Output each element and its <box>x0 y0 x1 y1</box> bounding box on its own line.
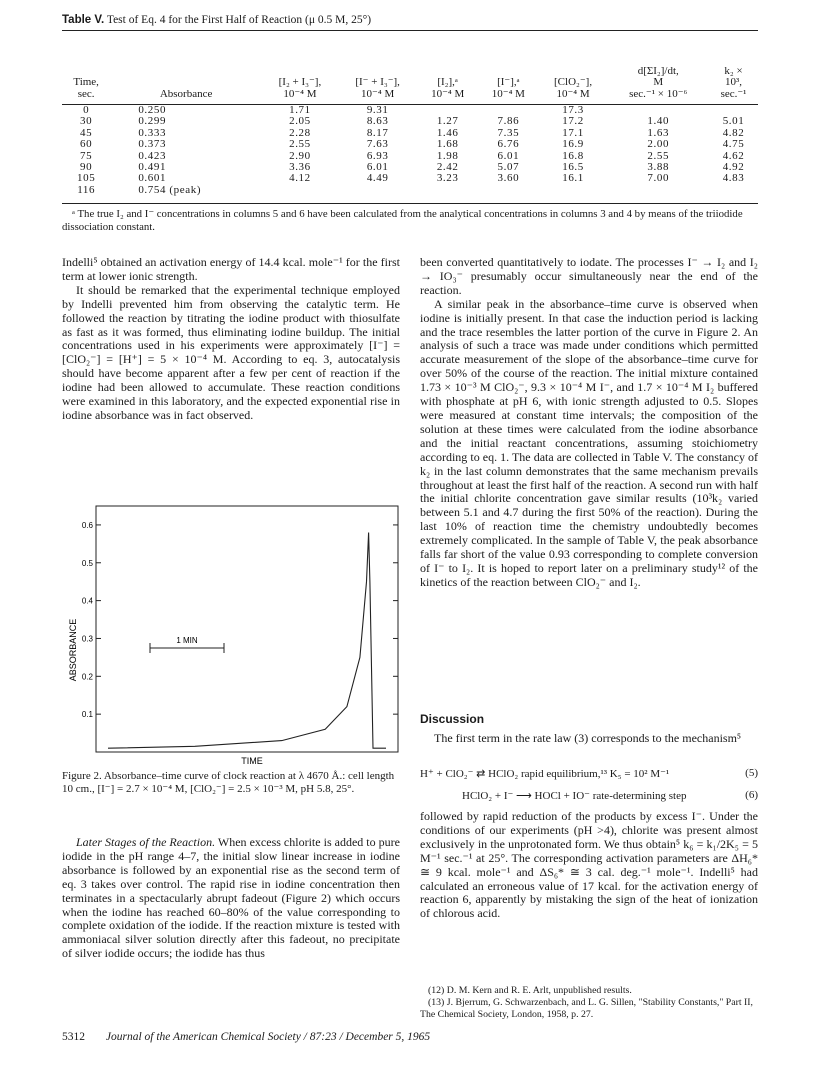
table-cell: 2.90 <box>289 149 311 162</box>
table-cell: 7.86 <box>497 115 520 128</box>
table-cell: 0.299 <box>138 115 167 128</box>
table-footnote: ᵃ The true I₂ and I⁻ concentrations in columns 5 and 6 have been calculated from the analytical concentrations in columns 3 and 4 by means of the triiodide dissociation constant. <box>62 208 743 233</box>
table-cell: 5.07 <box>497 161 520 174</box>
table-cell <box>478 185 539 196</box>
paragraph: A similar peak in the absorbance–time curve is observed when iodine is initially present. In that case the induction period is lacking and the trace resembles the latter portion of the curve in Figure 2. An analysis of such a trace was made under conditions which permitted accurate measurement of the slope of the absorbance–time curve for over 50% of the course of the reaction. The initial mixture contained 1.73 × 10⁻³ M ClO₂⁻, 9.3 × 10⁻⁴ M I⁻, and 1.7 × 10⁻⁴ M I₂ buffered with phosphate at pH 6, with ionic strength adjusted to 0.5. Slopes were measured at constant time intervals; the composition of the solution at these times were calculated from the iodine absorbance and the initial reactant concentrations, assuming stoichiometry according to eq. 1. The data are collected in Table V. The constancy of k₂ in the last column demonstrates that the same mechanism prevails throughout at least the first half of the reaction. A second run with half the initial chlorite concentration gave similar results (10³k₂ varied between 5.1 and 4.7 during the first 50% of the reaction). During the last 10% of reaction time the chemistry undoubtedly becomes extremely complicated. In the sample of Table V, the peak absorbance falls far short of the value 0.93 corresponding to complete conversion of I⁻ to I₂. It is hoped to report later on a preliminary study¹² of the kinetics of the reaction between ClO₂⁻ and I₂. <box>420 296 758 589</box>
table-cell: 6.76 <box>497 138 520 151</box>
table-cell: 4.83 <box>722 172 745 185</box>
table-cell <box>262 185 338 196</box>
section-heading: Later Stages of the Reaction. <box>76 835 216 849</box>
y-tick-label: 0.5 <box>81 558 93 568</box>
table-cell: 7.00 <box>647 172 670 185</box>
table-cell: 0.373 <box>138 138 167 151</box>
paragraph: been converted quantitatively to iodate. The processes I⁻ → I₂ and I₂ → IO₃⁻ presumably occur simultaneously near the end of the reaction. <box>420 255 758 297</box>
table-cell <box>709 185 758 196</box>
data-table <box>62 58 758 196</box>
table-cell: 2.55 <box>289 138 311 151</box>
table-cell: 8.17 <box>366 126 389 139</box>
table-cell <box>607 101 709 116</box>
table-label: Table V. <box>62 14 105 26</box>
table-header-row <box>62 58 758 101</box>
paragraph: It should be remarked that the experimental technique employed by Indelli prevented him from observing the catalytic term. He followed the reaction by titrating the iodine product with thiosulfate as fast as it was formed, thus eliminating iodine buildup. The initial concentrations used in his experiments were approximately [I⁻] = [ClO₂⁻] = [H⁺] = 5 × 10⁻⁴ M. According to eq. 3, autocatalysis should have become apparent after a few per cent of reaction if the iodine had been allowed to accumulate. These reaction conditions were examined in this laboratory, and the expected exponential rise in iodine absorbance was in fact observed. <box>62 282 400 422</box>
table-cell <box>417 185 478 196</box>
left-column-bottom <box>62 836 400 961</box>
equation-6: HClO₂ + I⁻ ⟶ HOCl + IO⁻ rate-determining step (6) <box>462 789 758 802</box>
table-cell: 45 <box>80 126 93 139</box>
table-cell: 2.55 <box>647 149 670 162</box>
table-cell: 0.491 <box>138 161 167 174</box>
table-cell: 90 <box>80 161 93 174</box>
table-cell: 4.92 <box>722 161 745 174</box>
right-column-top <box>420 256 758 590</box>
table-column-header: [I₂ + I₃⁻], 10⁻⁴ M <box>278 76 322 100</box>
table-cell: 2.42 <box>436 161 459 174</box>
table-body <box>62 101 758 196</box>
figure-2-chart <box>62 500 402 768</box>
reference-13: (13) J. Bjerrum, G. Schwarzenbach, and L. G. Sillen, "Stability Constants," Part II, The Chemical Society, London, 1958, p. 27. <box>420 997 753 1020</box>
references <box>420 985 758 1021</box>
table-cell: 4.82 <box>722 126 745 139</box>
table-cell: 0.423 <box>138 149 167 162</box>
table-cell: 2.28 <box>289 126 311 139</box>
table-cell: 1.46 <box>436 126 459 139</box>
equation-5: H⁺ + ClO₂⁻ ⇄ HClO₂ rapid equilibrium,¹³ K₅ = 10² M⁻¹ (5) <box>420 767 758 780</box>
table-cell: 30 <box>80 115 93 128</box>
table-cell: 16.1 <box>562 172 584 185</box>
table-column-header: [I⁻],ᵃ 10⁻⁴ M <box>491 76 525 100</box>
table-cell: 0 <box>83 104 90 116</box>
table-cell: 3.36 <box>289 161 311 174</box>
reference-12: (12) D. M. Kern and R. E. Arlt, unpublished results. <box>428 985 632 996</box>
scale-bar <box>150 636 224 653</box>
table-column-header: k₂ × 10³, sec.⁻¹ <box>720 64 747 100</box>
table-column-header: Absorbance <box>159 87 213 100</box>
table-cell: 3.60 <box>497 172 520 185</box>
y-tick-label: 0.1 <box>81 710 93 720</box>
y-axis-ticks <box>82 521 398 719</box>
table-cell: 16.9 <box>562 138 584 151</box>
table-cell: 75 <box>80 149 93 162</box>
table-cell: 0.754 (peak) <box>138 183 202 196</box>
table-cell <box>338 185 417 196</box>
table-cell <box>709 101 758 116</box>
table-cell: 4.62 <box>722 149 745 162</box>
table-cell: 9.31 <box>366 104 389 116</box>
paragraph: followed by rapid reduction of the products by excess I⁻. Under the conditions of our experiments (pH >4), chlorite was present almost exclusively in the unprotonated form. We thus obtain⁵ k₆ = k₁/2K₅ = 5 M⁻¹ sec.⁻¹ at 25°. The corresponding activation parameters are ΔH₆* ≅ 9 kcal. mole⁻¹ and ΔS₆* ≅ 3 cal. deg.⁻¹ mole⁻¹. Indelli⁵ had calculated an erroneous value of 17 kcal. for the activation energy of reaction 6, apparently by mistaking the sign of the heat of ionization of chlorous acid. <box>420 809 758 921</box>
paragraph: Indelli⁵ obtained an activation energy of 14.4 kcal. mole⁻¹ for the first term at lower ionic strength. <box>62 255 400 283</box>
table-cell <box>539 185 608 196</box>
table-cell <box>607 185 709 196</box>
y-axis-label: ABSORBANCE <box>68 618 78 682</box>
table-row <box>62 185 758 196</box>
table-cell: 1.98 <box>436 149 459 162</box>
left-column-top <box>62 256 400 423</box>
table-cell: 60 <box>80 138 93 151</box>
plot-frame <box>96 506 398 752</box>
x-axis-label: TIME <box>241 756 263 766</box>
scale-bar-label: 1 MIN <box>176 636 198 645</box>
table-cell: 1.63 <box>647 126 670 139</box>
table-cell: 17.3 <box>562 104 584 116</box>
table-cell: 1.71 <box>289 104 311 116</box>
table-column-header: [I₂],ᵃ 10⁻⁴ M <box>431 76 465 100</box>
table-cell: 7.35 <box>497 126 520 139</box>
table-column-header: [I⁻ + I₃⁻], 10⁻⁴ M <box>355 76 400 100</box>
table-cell <box>478 101 539 116</box>
table-column-header: [ClO₂⁻], 10⁻⁴ M <box>554 76 593 100</box>
table-bottom-rule <box>62 203 758 204</box>
discussion-heading: Discussion <box>420 712 485 726</box>
table-cell: 0.333 <box>138 126 167 139</box>
table-cell: 1.68 <box>436 138 459 151</box>
y-tick-label: 0.2 <box>81 672 93 682</box>
paragraph: Later Stages of the Reaction. When excess chlorite is added to pure iodide in the pH range 4–7, the initial slow linear increase in iodine absorbance is followed by an exponential rise as the second term of eq. 3 takes over control. The rapid rise in iodine concentration then terminates in a spectacularly abrupt fadeout (Figure 2) which occurs when the iodine has reached 60–80% of the value corresponding to complete oxidation of the iodide. If the reaction mixture is tested with ammoniacal silver solution directly after this fadeout, no precipitate of silver iodide occurs; the iodide has thus <box>62 835 400 961</box>
table-cell: 4.75 <box>722 138 745 151</box>
table-cell <box>417 101 478 116</box>
table-cell: 3.88 <box>647 161 670 174</box>
table-cell: 3.23 <box>436 172 459 185</box>
table-cell: 2.00 <box>647 138 670 151</box>
table-cell: 5.01 <box>722 115 745 128</box>
y-tick-label: 0.3 <box>81 634 93 644</box>
table-cell: 0.601 <box>138 172 167 185</box>
table-cell: 1.40 <box>647 115 670 128</box>
table-cell: 16.5 <box>562 161 584 174</box>
y-tick-label: 0.6 <box>81 520 93 530</box>
table-cell: 4.49 <box>366 172 389 185</box>
table-cell: 1.27 <box>436 115 459 128</box>
right-column-bottom <box>420 810 758 921</box>
table-cell: 6.01 <box>497 149 520 162</box>
table-cell: 17.2 <box>562 115 584 128</box>
table-cell: 2.05 <box>289 115 311 128</box>
page-footer <box>62 1031 430 1043</box>
table-top-rule <box>62 30 758 31</box>
table-caption <box>62 14 371 26</box>
table-cell: 16.8 <box>562 149 584 162</box>
right-column-mid <box>420 732 758 746</box>
table-cell: 17.1 <box>562 126 584 139</box>
absorbance-curve <box>108 533 386 749</box>
table-column-header: Time, sec. <box>73 76 99 100</box>
table-cell: 0.250 <box>138 104 167 116</box>
table-title: Test of Eq. 4 for the First Half of Reaction (μ 0.5 M, 25°) <box>106 14 372 26</box>
table-cell: 105 <box>77 172 96 185</box>
journal-citation: Journal of the American Chemical Society / 87:23 / December 5, 1965 <box>105 1031 431 1043</box>
table-cell: 8.63 <box>366 115 389 128</box>
table-cell: 6.01 <box>366 161 389 174</box>
table-row <box>62 139 758 150</box>
y-tick-label: 0.4 <box>81 596 93 606</box>
table-row <box>62 101 758 116</box>
paragraph: The first term in the rate law (3) corresponds to the mechanism⁵ <box>434 731 742 745</box>
table-cell: 4.12 <box>289 172 311 185</box>
figure-caption: Figure 2. Absorbance–time curve of clock reaction at λ 4670 Å.: cell length 10 cm., [I⁻] = 2.7 × 10⁻⁴ M, [ClO₂⁻] = 2.5 × 10⁻³ M, pH 5.8, 25°. <box>62 770 395 796</box>
table-cell: 116 <box>77 183 96 196</box>
table-column-header: d[ΣI₂]/dt, M sec.⁻¹ × 10⁻⁶ <box>629 64 688 100</box>
table-cell: 7.63 <box>366 138 389 151</box>
page-number: 5312 <box>62 1031 85 1043</box>
table-cell: 6.93 <box>366 149 389 162</box>
